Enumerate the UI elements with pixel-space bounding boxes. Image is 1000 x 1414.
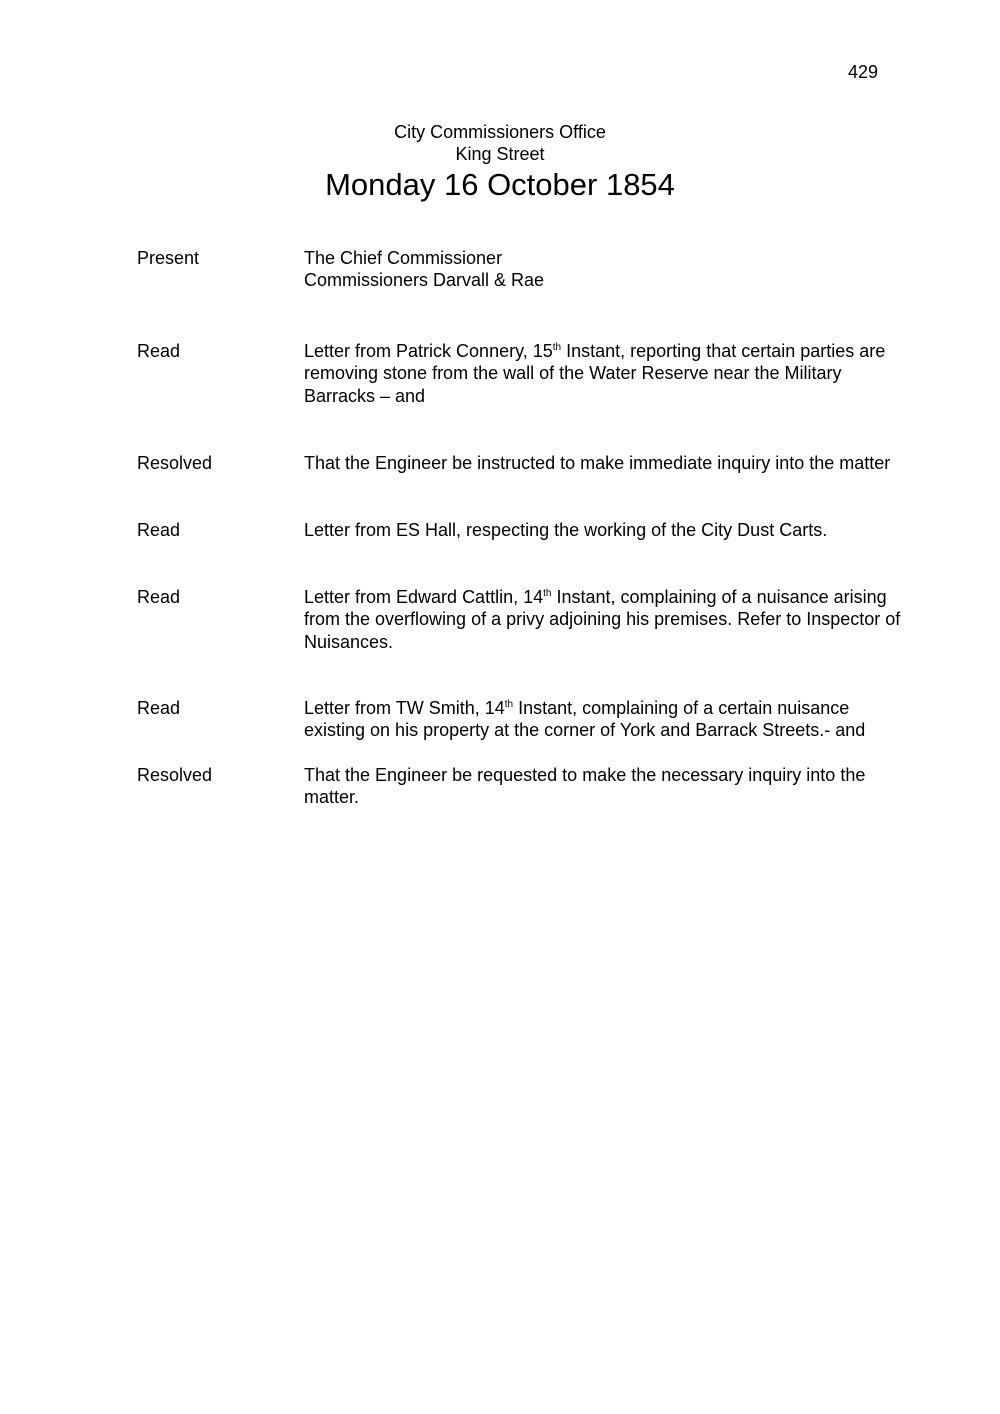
entry-label: Read [137,698,181,718]
entry-line: matter. [304,787,360,808]
ordinal-suffix: th [504,699,514,710]
street-name: King Street [455,144,545,164]
entry-text [304,586,929,653]
entry-text [304,452,929,474]
entry-line: Letter from TW Smith, 14th Instant, complaining of a certain nuisance [304,698,850,718]
entry-text [304,697,929,742]
entry-line: removing stone from the wall of the Water Reserve near the Military [304,363,842,384]
entry-line: Commissioners Darvall & Rae [304,270,545,291]
entry-label: Read [137,587,181,607]
entry-label: Read [137,341,181,361]
entry-text [304,764,929,809]
entry-text [304,340,929,407]
page-number: 429 [847,62,878,82]
entry-line: The Chief Commissioner [304,248,503,268]
entry-line: Letter from Edward Cattlin, 14th Instant, complaining of a nuisance arising [304,587,887,607]
entry-line: Barracks – and [304,385,426,406]
entry-text [304,519,929,541]
ordinal-suffix: th [552,342,562,353]
entry-label: Present [137,248,200,268]
entry-line: existing on his property at the corner of York and Barrack Streets.- and [304,720,866,741]
entry-line: That the Engineer be requested to make the necessary inquiry into the [304,765,866,785]
entry-text [304,247,929,292]
entry-line: Letter from ES Hall, respecting the working of the City Dust Carts. [304,520,828,540]
ordinal-suffix: th [543,588,552,599]
entry-label: Resolved [137,453,213,473]
meeting-date: Monday 16 October 1854 [325,167,675,202]
entry-label: Resolved [137,765,213,785]
entry-line: Letter from Patrick Connery, 15th Instant, reporting that certain parties are [304,341,886,361]
entry-line: from the overflowing of a privy adjoining his premises. Refer to Inspector of [304,609,901,630]
entry-line: Nuisances. [304,631,394,652]
entry-label: Read [137,520,181,540]
office-name: City Commissioners Office [394,122,606,142]
minutes-header [0,121,1000,203]
entry-line: That the Engineer be instructed to make immediate inquiry into the matter [304,453,891,473]
